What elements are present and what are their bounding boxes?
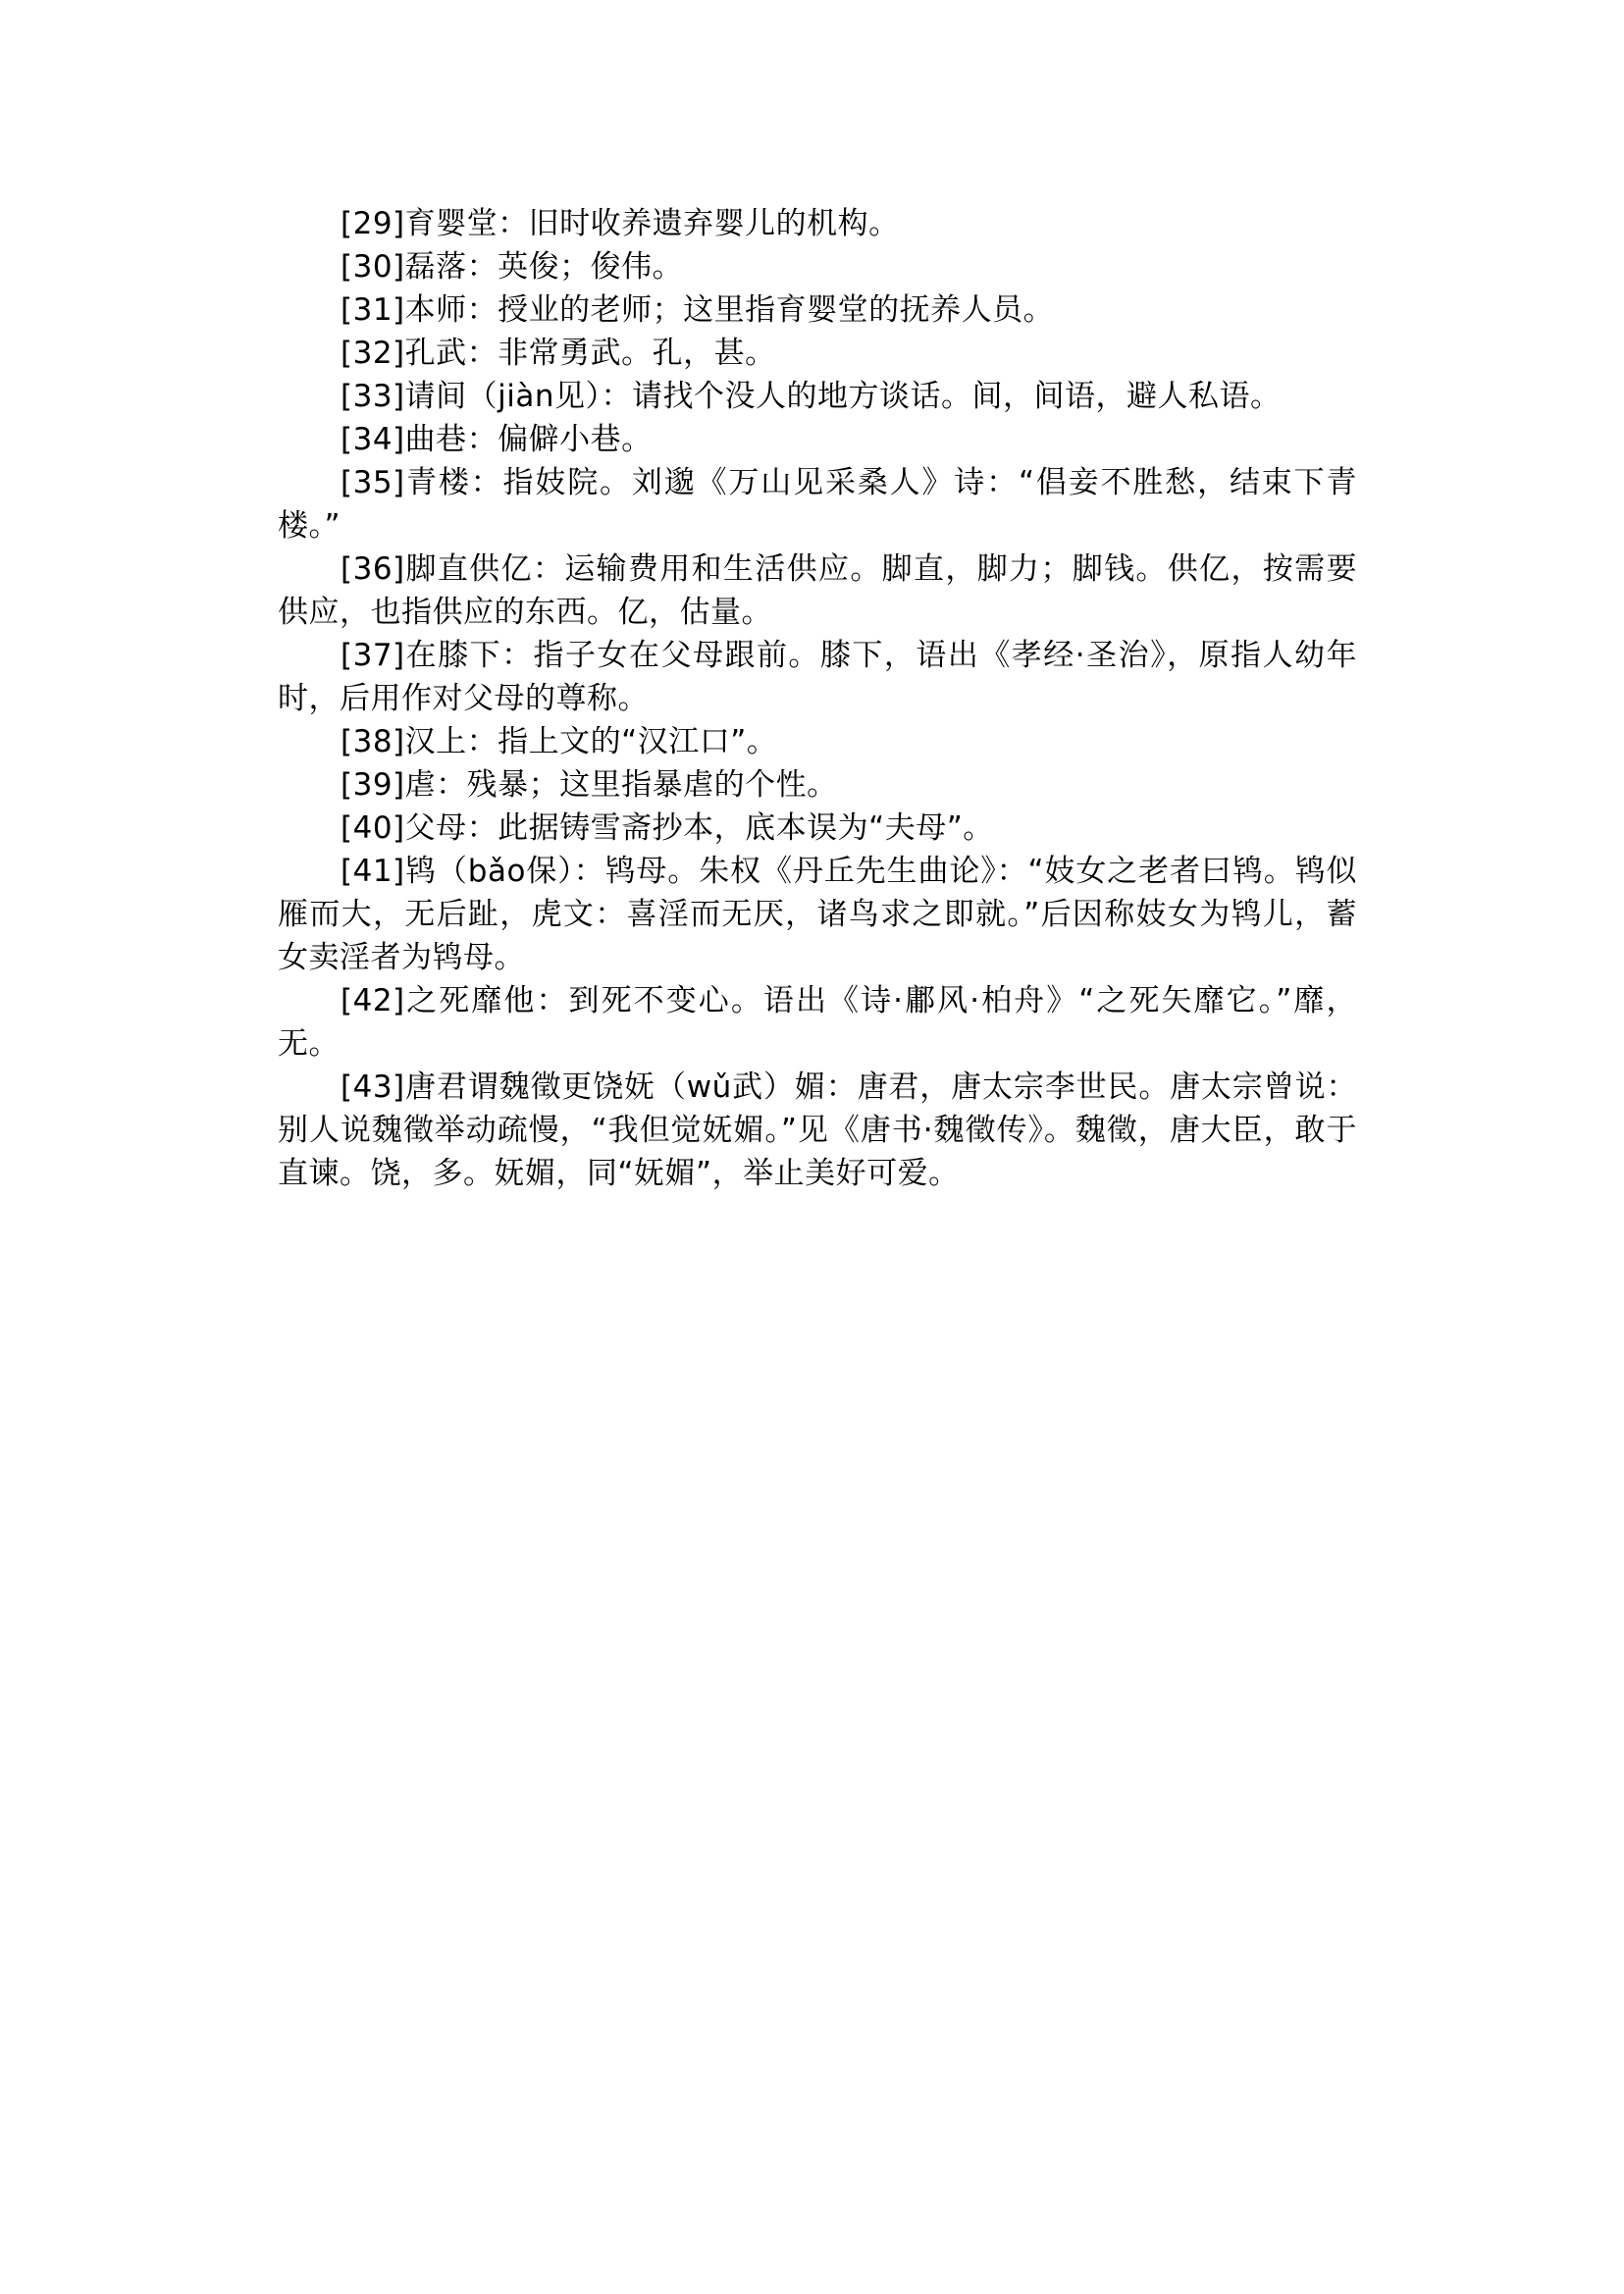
footnote-39: [39]虐：残暴；这里指暴虐的个性。 <box>341 767 838 803</box>
footnote-32: [32]孔武：非常勇武。孔，甚。 <box>341 336 776 371</box>
footnote-41: [41]鸨（bǎo保）：鸨母。朱权《丹丘先生曲论》：“妓女之老者曰鸨。鸨似雁而大，无后趾，虎文：喜淫而无厌，诸鸟求之即就。”后因称妓女为鸨儿，蓄女卖淫者为鸨母。 <box>278 854 1357 975</box>
footnote-list <box>278 202 1357 1195</box>
footnote-31: [31]本师：授业的老师；这里指育婴堂的抚养人员。 <box>341 292 1055 328</box>
footnote-42: [42]之死靡他：到死不变心。语出《诗·鄘风·柏舟》“之死矢靡它。”靡，无。 <box>278 983 1357 1062</box>
footnote-29: [29]育婴堂：旧时收养遗弃婴儿的机构。 <box>341 206 900 241</box>
footnote-43: [43]唐君谓魏徵更饶妩（wǔ武）媚：唐君，唐太宗李世民。唐太宗曾说：别人说魏徵举动疏慢，“我但觉妩媚。”见《唐书·魏徵传》。魏徵，唐大臣，敢于直谏。饶，多。妩媚，同“妩媚”，举止美好可爱。 <box>278 1069 1357 1191</box>
footnote-34: [34]曲巷：偏僻小巷。 <box>341 422 653 457</box>
footnote-36: [36]脚直供亿：运输费用和生活供应。脚直，脚力；脚钱。供亿，按需要供应，也指供应的东西。亿，估量。 <box>278 551 1357 630</box>
footnote-33: [33]请间（jiàn见）：请找个没人的地方谈话。间，间语，避人私语。 <box>341 379 1282 414</box>
footnote-38: [38]汉上：指上文的“汉江口”。 <box>341 724 778 759</box>
footnote-37: [37]在膝下：指子女在父母跟前。膝下，语出《孝经·圣治》，原指人幼年时，后用作对父母的尊称。 <box>278 638 1357 716</box>
footnote-35: [35]青楼：指妓院。刘邈《万山见采桑人》诗：“倡妾不胜愁，结束下青楼。” <box>278 465 1357 544</box>
footnote-30: [30]磊落：英俊；俊伟。 <box>341 249 684 285</box>
footnote-40: [40]父母：此据铸雪斋抄本，底本误为“夫母”。 <box>341 810 994 846</box>
